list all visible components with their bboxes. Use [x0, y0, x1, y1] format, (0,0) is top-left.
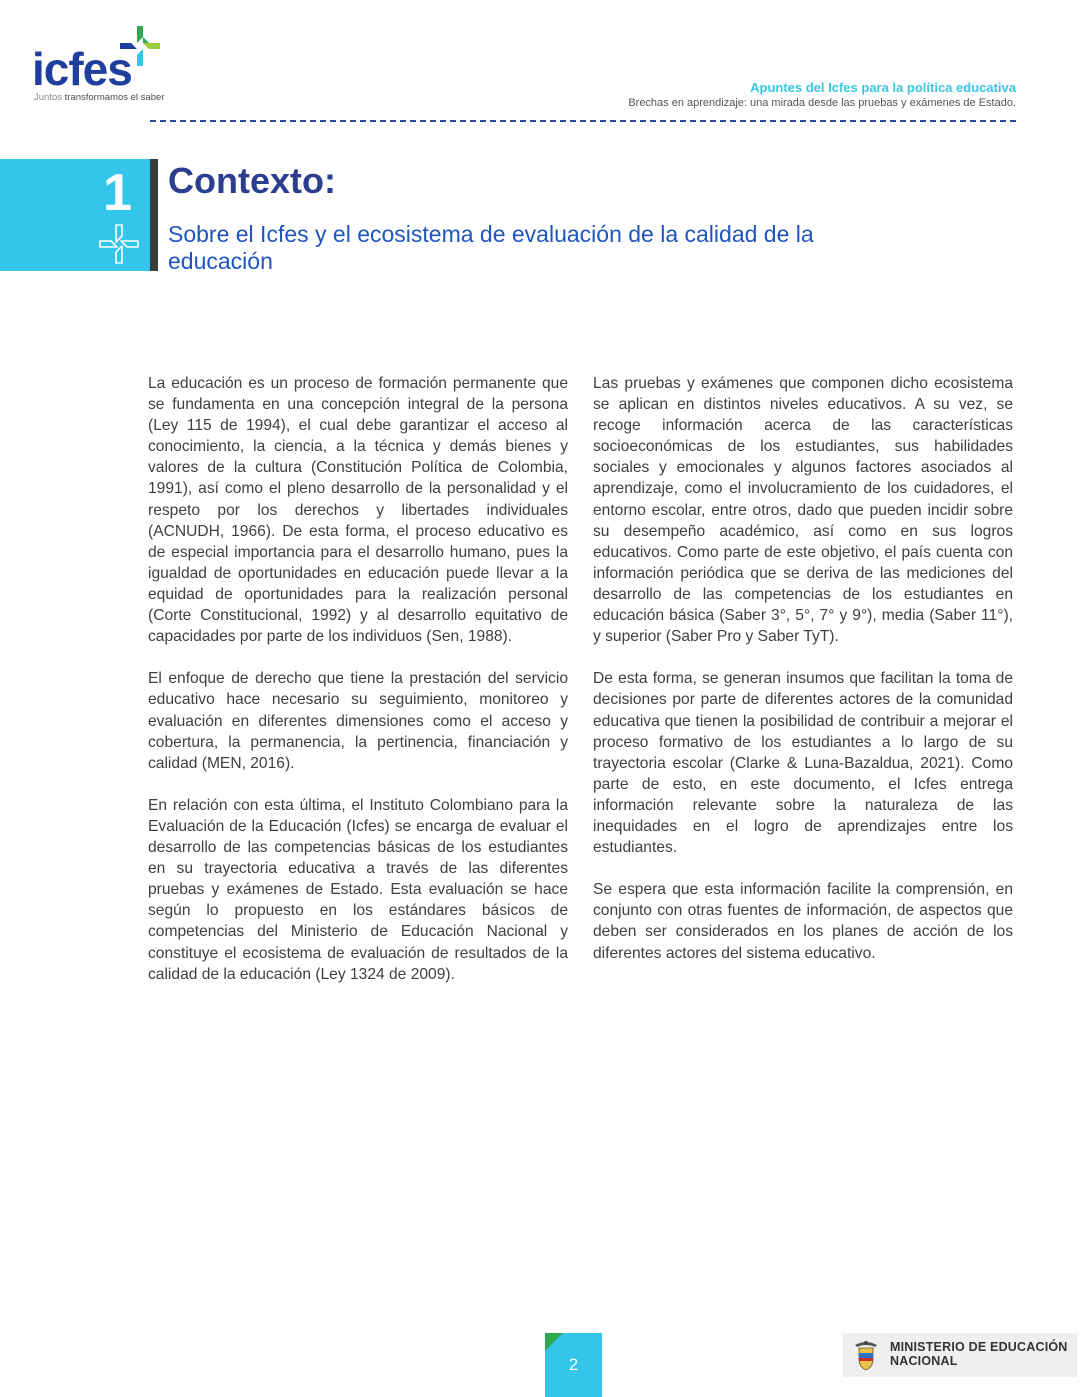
paragraph: La educación es un proceso de formación permanente que se fundamenta en una concepción integral de la persona (Ley 115 de 1994), el cual debe garantizar el acceso al conocimiento, la ciencia, a la técnica y demás bienes y valores de la cultura (Constitución Política de Colombia, 1991), así como el pleno desarrollo de la personalidad y el respeto por los derechos y libertades individuales (ACNUDH, 1966). De esta forma, el proceso educativo es de especial importancia para el desarrollo humano, pues la igualdad de oportunidades en educación puede llevar a la equidad de oportunidades para la realización personal (Corte Constitucional, 1992) y al desarrollo equitativo de capacidades por parte de los individuos (Sen, 1988). — [148, 375, 568, 646]
icfes-wordmark: icfes — [32, 43, 132, 95]
cross-star-icon — [96, 221, 142, 267]
header-title: Apuntes del Icfes para la política educativa — [750, 80, 1016, 95]
tagline-light: Juntos — [34, 92, 62, 103]
section-title: Contexto: — [168, 160, 336, 201]
icfes-logo — [32, 24, 172, 104]
page-tab-corner — [545, 1333, 563, 1351]
body-column-right — [593, 373, 1013, 985]
section-badge — [0, 159, 150, 271]
section-accent-bar — [150, 159, 158, 271]
paragraph: De esta forma, se generan insumos que facilitan la toma de decisiones por parte de diferentes actores de la comunidad educativa que tienen la posibilidad de contribuir a mejorar el proceso formativo de los estudiantes a lo largo de su trayectoria escolar (Clarke & Luna-Bazaldua, 2021). Como parte de esto, en este documento, el Icfes entrega información relevante sobre la naturaleza de las inequidades en el logro de aprendizajes entre los estudiantes. — [593, 670, 1013, 857]
paragraph: En relación con esta última, el Instituto Colombiano para la Evaluación de la Educación (Icfes) se encarga de evaluar el desarrollo de las competencias básicas de los estudiantes en su trayectoria educativa a través de las diferentes pruebas y exámenes de Estado. Esta evaluación se hace según lo propuesto en los estándares básicos de competencias del Ministerio de Educación Nacional y constituye el ecosistema de evaluación de resultados de la calidad de la educación (Ley 1324 de 2009). — [148, 796, 568, 983]
colombia-crest-icon — [851, 1339, 881, 1371]
ministry-line-2: NACIONAL — [890, 1354, 958, 1368]
ministry-logo — [843, 1333, 1077, 1377]
section-number: 1 — [103, 164, 132, 222]
tagline-bold: transformamos el saber — [64, 92, 165, 103]
page-number-tab — [545, 1333, 602, 1397]
paragraph: El enfoque de derecho que tiene la prestación del servicio educativo hace necesario su seguimiento, monitoreo y evaluación en diferentes dimensiones como el acceso y cobertura, la permanencia, la pertinencia, financiación y calidad (MEN, 2016). — [148, 670, 568, 772]
body-column-left — [148, 373, 568, 1006]
page-number: 2 — [568, 1355, 579, 1374]
paragraph: Se espera que esta información facilite la comprensión, en conjunto con otras fuentes de información, de aspectos que deben ser considerados en los planes de acción de los diferentes actores del sistema educativo. — [593, 881, 1013, 962]
ministry-line-1: MINISTERIO DE EDUCACIÓN — [890, 1340, 1068, 1354]
section-subtitle: Sobre el Icfes y el ecosistema de evaluación de la calidad de la educación — [168, 221, 814, 274]
header-divider — [150, 120, 1016, 122]
ministry-name — [890, 1340, 1075, 1368]
paragraph: Las pruebas y exámenes que componen dicho ecosistema se aplican en distintos niveles educativos. A su vez, se recoge información acerca de las características socioeconómicas de los estudiantes, sus habilidades sociales y emocionales y algunos factores asociados al aprendizaje, como el involucramiento de los cuidadores, el entorno escolar, entre otros, dado que pueden incidir sobre su desempeño académico, así como en sus logros educativos. Como parte de este objetivo, el país cuenta con información periódica que se deriva de las mediciones del desarrollo de las competencias de los estudiantes en educación básica (Saber 3°, 5°, 7° y 9°), media (Saber 11°), y superior (Saber Pro y Saber TyT). — [593, 375, 1013, 646]
header-subtitle: Brechas en aprendizaje: una mirada desde las pruebas y exámenes de Estado. — [628, 97, 1016, 109]
logo-tagline — [34, 92, 164, 103]
